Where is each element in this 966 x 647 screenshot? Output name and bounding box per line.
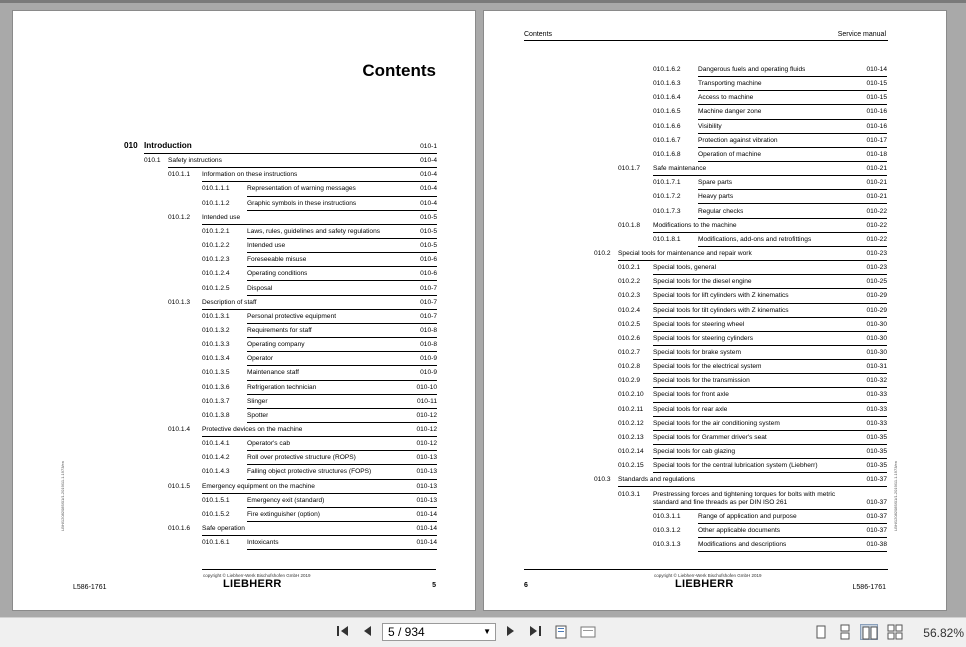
toc-entry-number: 010.2.3 [618, 292, 640, 300]
toc-entry[interactable] [202, 366, 437, 380]
two-page-view-button[interactable] [860, 624, 878, 640]
toc-entry-number: 010.1.6.1 [202, 539, 230, 547]
toc-entry-title: Disposal [247, 284, 273, 292]
toc-entry[interactable] [618, 318, 887, 332]
toc-entry-page: 010-37 [866, 476, 887, 484]
toc-entry-number: 010.2 [594, 249, 611, 257]
toc-entry-page: 010-35 [866, 448, 887, 456]
toc-entry-title: Visibility [698, 122, 722, 130]
toc-entry-page: 010-18 [866, 150, 887, 158]
toc-entry-title: Safe operation [202, 525, 245, 533]
toc-entry-page: 010-37 [866, 512, 887, 520]
toc-entry[interactable] [618, 488, 887, 510]
toc-entry-number: 010.1.3 [168, 298, 190, 306]
toc-entry-title: Operator's cab [247, 440, 291, 448]
toc-entry-number: 010.1.2.2 [202, 242, 230, 250]
toc-entry[interactable] [202, 182, 437, 196]
toc-entry[interactable] [168, 423, 437, 437]
toc-entry[interactable] [202, 225, 437, 239]
toc-entry-title: Special tools for the transmission [653, 377, 750, 385]
toc-entry-title: Emergency equipment on the machine [202, 482, 315, 490]
toc-entry-number: 010.2.9 [618, 377, 640, 385]
toc-entry-number: 010.1.3.5 [202, 369, 230, 377]
toc-entry-number: 010.1.2.3 [202, 256, 230, 264]
toc-entry-page: 010-35 [866, 433, 887, 441]
toc-entry-title: Roll over protective structure (ROPS) [247, 454, 356, 462]
toc-entry-title: Special tools for cab glazing [653, 448, 736, 456]
toc-entry-page: 010-23 [866, 249, 887, 257]
toc-entry[interactable] [653, 91, 887, 105]
toc-entry-page: 010-4 [420, 185, 437, 193]
header-left-text: Contents [524, 31, 553, 38]
toc-entry-title: Requirements for staff [247, 326, 312, 334]
toc-entry-page: 010-22 [866, 235, 887, 243]
two-page-continuous-view-icon [886, 624, 904, 640]
toc-entry-title: Refrigeration technician [247, 383, 317, 391]
toc-entry[interactable] [618, 417, 887, 431]
toc-entry-number: 010.2.4 [618, 306, 640, 314]
toc-entry-number: 010.1.7.2 [653, 193, 681, 201]
toc-entry[interactable] [124, 140, 437, 154]
toc-entry-page: 010-30 [866, 349, 887, 356]
last-page-icon [527, 624, 543, 638]
toc-entry-title: Special tools for the electrical system [653, 363, 762, 371]
toc-entry[interactable] [653, 148, 887, 162]
toc-entry-title: Special tools for steering cylinders [653, 334, 754, 342]
toc-entry-number: 010.1.3.8 [202, 411, 230, 419]
toc-entry-number: 010.1.4.3 [202, 468, 230, 476]
toc-entry-number: 010.2.6 [618, 334, 640, 342]
toc-entry-rule [698, 551, 887, 552]
toc-entry[interactable] [202, 437, 437, 451]
toc-entry-number: 010.1.1.2 [202, 199, 230, 207]
toc-entry-number: 010.2.15 [618, 462, 644, 470]
toc-entry-title: Description of staff [202, 298, 257, 306]
toc-entry-number: 010.2.12 [618, 419, 644, 427]
toc-entry[interactable] [202, 409, 437, 423]
toc-entry-number: 010.2.14 [618, 448, 644, 456]
toc-entry-page: 010-4 [420, 199, 437, 207]
single-page-view-button[interactable] [812, 624, 830, 640]
toc-entry-title: Special tools for rear axle [653, 405, 728, 413]
toc-entry-page: 010-9 [420, 355, 437, 363]
toc-entry-title: Graphic symbols in these instructions [247, 199, 357, 207]
toc-entry[interactable] [653, 77, 887, 91]
toc-entry-number: 010.1.2 [168, 213, 190, 221]
toc-entry-title: Modifications to the machine [653, 221, 737, 229]
toc-entry-title: Prestressing forces and tightening torques for bolts with metric standard and fine threads as per DIN ISO 261 [653, 490, 836, 506]
toc-entry-page: 010-25 [866, 278, 887, 286]
toc-entry-page: 010-5 [420, 242, 437, 250]
toc-entry-title: Operating company [247, 341, 305, 349]
toc-entry-title: Introduction [144, 141, 192, 150]
toc-entry-page: 010-38 [866, 540, 887, 548]
toc-entry[interactable] [653, 190, 887, 204]
toc-entry-number: 010.1.5.1 [202, 496, 230, 504]
window-top-edge [0, 0, 966, 3]
toc-entry-title: Falling object protective structures (FOPS) [247, 468, 372, 476]
toc-entry-number: 010.1.6.2 [653, 66, 681, 73]
toc-entry-title: Information on these instructions [202, 171, 298, 179]
toc-entry-title: Modifications and descriptions [698, 540, 787, 548]
toc-entry-title: Operator [247, 355, 274, 363]
toc-entry-title: Safe maintenance [653, 165, 707, 173]
header-rule [524, 40, 888, 41]
toc-entry-number: 010.1.4 [168, 426, 190, 433]
viewer-toolbar [0, 617, 966, 647]
toc-entry[interactable] [618, 388, 887, 402]
toc-entry-number: 010.2.11 [618, 405, 644, 413]
toc-entry-title: Standards and regulations [618, 476, 695, 484]
toc-entry-title: Special tools for lift cylinders with Z kinematics [653, 292, 789, 300]
toc-entry[interactable] [618, 289, 887, 303]
toc-entry-title: Special tools for front axle [653, 391, 729, 399]
toc-entry-title: Machine danger zone [698, 108, 762, 116]
previous-page-icon [359, 624, 375, 638]
toc-entry-number: 010.1.6.5 [653, 108, 681, 116]
toc-entry-title: Emergency exit (standard) [247, 496, 325, 504]
next-page-button[interactable] [502, 624, 520, 640]
toc-entry-page: 010-9 [420, 369, 437, 377]
header-right-text: Service manual [837, 31, 886, 38]
toc-entry-number: 010.1.6.7 [653, 136, 681, 144]
toc-entry-title: Fire extinguisher (option) [247, 510, 320, 518]
toc-entry[interactable] [202, 253, 437, 267]
toc-entry[interactable] [202, 324, 437, 338]
toc-entry[interactable] [618, 332, 887, 346]
toc-entry-page: 010-12 [416, 440, 437, 448]
fit-width-button[interactable] [579, 624, 597, 640]
single-page-view-icon [812, 624, 830, 640]
toc-entry[interactable] [653, 510, 887, 524]
toc-entry-title: Protective devices on the machine [202, 426, 303, 433]
toc-entry-page: 010-31 [866, 363, 887, 371]
toc-entry-page: 010-21 [866, 179, 887, 187]
toc-entry[interactable] [618, 261, 887, 275]
toc-entry-title: Dangerous fuels and operating fluids [698, 66, 806, 73]
toc-entry-number: 010.1.6.4 [653, 94, 681, 102]
toc-entry-title: Operation of machine [698, 150, 762, 158]
toc-entry-number: 010.1.8.1 [653, 235, 681, 243]
toc-entry-page: 010-17 [866, 136, 887, 144]
liebherr-logo: LIEBHERR [223, 578, 282, 590]
toc-entry-number: 010.1.6.8 [653, 150, 681, 158]
toc-entry-number: 010.3.1.3 [653, 540, 681, 548]
toc-entry-title: Heavy parts [698, 193, 734, 201]
toc-entry[interactable] [202, 352, 437, 366]
toc-entry-page: 010-23 [866, 264, 887, 272]
toc-entry[interactable] [618, 346, 887, 360]
toc-entry-number: 010.1.2.1 [202, 227, 230, 235]
toc-entry-number: 010.1.7.3 [653, 207, 681, 215]
toc-entry-page: 010-7 [420, 298, 437, 306]
toc-entry-page: 010-5 [420, 227, 437, 235]
toc-entry[interactable] [202, 338, 437, 352]
toc-entry-title: Regular checks [698, 207, 744, 215]
toc-entry[interactable] [653, 538, 887, 552]
toc-entry[interactable] [202, 536, 437, 550]
toc-entry-number: 010.1.3.3 [202, 341, 230, 349]
toc-entry-page: 010-12 [416, 411, 437, 419]
toc-entry-number: 010.1.5.2 [202, 510, 230, 518]
page-number-field[interactable] [382, 623, 496, 641]
continuous-view-button[interactable] [836, 624, 854, 640]
toc-entry-page: 010-13 [416, 482, 437, 490]
toc-entry-number: 010.1.8 [618, 221, 640, 229]
toc-entry[interactable] [202, 239, 437, 253]
toc-entry-page: 010-29 [866, 292, 887, 300]
toc-entry-title: Special tools, general [653, 264, 717, 272]
toc-entry-number: 010.1.3.7 [202, 397, 230, 405]
toc-entry-page: 010-14 [416, 525, 437, 533]
toc-entry-title: Maintenance staff [247, 369, 299, 377]
toc-entry[interactable] [202, 381, 437, 395]
toc-entry-page: 010-29 [866, 306, 887, 314]
continuous-view-icon [836, 624, 854, 640]
toc-entry[interactable] [653, 120, 887, 134]
toc-entry-number: 010.1.3.2 [202, 326, 230, 334]
toc-entry-page: 010-14 [866, 66, 887, 73]
toc-entry-title: Transporting machine [698, 80, 762, 88]
toc-entry-page: 010-7 [420, 312, 437, 320]
toc-entry-page: 010-8 [420, 326, 437, 334]
footer-rule [202, 569, 436, 570]
toc-entry-number: 010.1.6 [168, 525, 190, 533]
toc-entry[interactable] [653, 524, 887, 538]
toc-entry-title: Representation of warning messages [247, 185, 356, 193]
last-page-button[interactable] [526, 624, 544, 640]
toc-entry-page: 010-11 [416, 397, 437, 405]
toc-entry[interactable] [653, 233, 887, 247]
toc-entry[interactable] [202, 197, 437, 211]
first-page-button[interactable] [334, 624, 352, 640]
document-id-side-text: LBH/12082085/01/1-2019/11.1.1973/en [60, 461, 65, 531]
toc-entry-page: 010-15 [866, 80, 887, 88]
toc-entry-number: 010.3.1 [618, 490, 640, 498]
toc-entry-page: 010-30 [866, 334, 887, 342]
toc-entry-page: 010-12 [416, 426, 437, 433]
toc-entry[interactable] [202, 395, 437, 409]
previous-page-button[interactable] [358, 624, 376, 640]
toc-entry[interactable] [618, 304, 887, 318]
toc-entry[interactable] [653, 205, 887, 219]
toc-entry[interactable] [653, 63, 887, 77]
toc-entry-title: Access to machine [698, 94, 754, 102]
toc-entry-number: 010.1.2.4 [202, 270, 230, 278]
toc-entry-page: 010-15 [866, 94, 887, 102]
toc-entry-number: 010.1.6.6 [653, 122, 681, 130]
toc-entry-title: Special tools for maintenance and repair work [618, 249, 752, 257]
toc-entry[interactable] [202, 310, 437, 324]
toc-entry-page: 010-14 [416, 510, 437, 518]
toc-entry-page: 010-16 [866, 122, 887, 130]
toc-entry-title: Spotter [247, 411, 269, 419]
toc-entry-title: Range of application and purpose [698, 512, 797, 520]
toc-entry-page: 010-37 [866, 498, 887, 506]
copyright-text: copyright © Liebherr-Werk Bischofshofen GmbH 2019 [203, 573, 311, 578]
toc-entry-title: Special tools for Grammer driver's seat [653, 433, 767, 441]
toc-entry[interactable] [202, 451, 437, 465]
toc-entry-title: Operating conditions [247, 270, 308, 278]
footer-code: L586-1761 [852, 584, 886, 591]
toc-entry-page: 010-7 [420, 284, 437, 292]
right-document-page [483, 10, 947, 611]
fit-page-icon [553, 624, 571, 640]
next-page-icon [503, 624, 519, 638]
toc-entry[interactable] [202, 465, 437, 479]
toc-entry-number: 010.2.8 [618, 363, 640, 371]
toc-entry-number: 010.1.1 [168, 171, 190, 179]
toc-entry-number: 010.2.7 [618, 349, 640, 356]
page-number: 5 [432, 582, 436, 589]
left-document-page [12, 10, 476, 611]
toc-entry[interactable] [594, 247, 887, 261]
toc-entry-page: 010-4 [420, 157, 437, 165]
toc-entry-title: Intended use [247, 242, 286, 250]
toc-entry-number: 010.3.1.2 [653, 526, 681, 534]
toc-entry[interactable] [618, 431, 887, 445]
toc-entry-title: Other applicable documents [698, 526, 781, 534]
toc-entry-page: 010-22 [866, 221, 887, 229]
toc-entry[interactable] [618, 162, 887, 176]
toc-entry-title: Protection against vibration [698, 136, 778, 144]
toc-entry[interactable] [653, 176, 887, 190]
toc-entry-page: 010-16 [866, 108, 887, 116]
toc-entry-page: 010-10 [416, 383, 437, 391]
toc-entry[interactable] [653, 105, 887, 119]
toc-entry-number: 010.2.5 [618, 320, 640, 328]
toc-entry[interactable] [653, 134, 887, 148]
toc-entry-title: Personal protective equipment [247, 312, 337, 320]
toc-entry[interactable] [202, 267, 437, 281]
toc-entry-page: 010-33 [866, 405, 887, 413]
toc-entry-number: 010.1.6.3 [653, 80, 681, 88]
toc-entry-number: 010.1.3.4 [202, 355, 230, 363]
toc-entry-title: Slinger [247, 397, 268, 405]
toc-entry-title: Modifications, add-ons and retrofittings [698, 235, 812, 243]
toc-entry-rule [247, 549, 437, 550]
toc-entry-number: 010.1.7.1 [653, 179, 681, 187]
toc-entry-page: 010-33 [866, 419, 887, 427]
toc-entry-number: 010 [124, 141, 138, 150]
two-page-continuous-view-button[interactable] [886, 624, 904, 640]
chevron-down-icon[interactable]: ▼ [483, 627, 491, 636]
toc-entry[interactable] [202, 494, 437, 508]
toc-entry-number: 010.2.1 [618, 264, 640, 272]
toc-entry-title: Intoxicants [247, 539, 279, 547]
toc-entry[interactable] [168, 522, 437, 536]
toc-entry[interactable] [202, 508, 437, 522]
toc-entry-number: 010.1.5 [168, 482, 190, 490]
fit-width-icon [579, 624, 597, 640]
toc-entry-page: 010-33 [866, 391, 887, 399]
toc-entry-title: Special tools for tilt cylinders with Z kinematics [653, 306, 789, 314]
toc-entry-number: 010.3.1.1 [653, 512, 681, 520]
toc-entry-title: Spare parts [698, 179, 733, 187]
toc-entry-title: Special tools for the central lubrication system (Liebherr) [653, 462, 818, 470]
toc-entry[interactable] [618, 374, 887, 388]
toc-entry-page: 010-22 [866, 207, 887, 215]
copyright-text: copyright © Liebherr-Werk Bischofshofen GmbH 2019 [654, 573, 762, 578]
toc-entry[interactable] [618, 360, 887, 374]
toc-entry[interactable] [618, 219, 887, 233]
toc-entry-number: 010.2.13 [618, 433, 644, 441]
toc-entry-page: 010-21 [866, 165, 887, 173]
toc-entry[interactable] [618, 403, 887, 417]
page-title: Contents [362, 61, 436, 80]
fit-page-button[interactable] [553, 624, 571, 640]
toc-entry-number: 010.2.2 [618, 278, 640, 286]
toc-entry-page: 010-32 [866, 377, 887, 385]
toc-entry-number: 010.3 [594, 476, 611, 484]
first-page-icon [335, 624, 351, 638]
toc-entry-page: 010-5 [420, 213, 437, 221]
toc-entry-page: 010-8 [420, 341, 437, 349]
toc-entry-title: Special tools for the air conditioning system [653, 419, 780, 427]
toc-entry-page: 010-35 [866, 462, 887, 470]
toc-entry-page: 010-37 [866, 526, 887, 534]
footer-rule [524, 569, 888, 570]
toc-entry[interactable] [144, 154, 437, 168]
toc-entry-title: Safety instructions [168, 157, 222, 165]
document-id-side-text: LBH/12082085/01/1-2019/11.1.1973/en [893, 461, 898, 531]
toc-entry-title: Intended use [202, 213, 241, 221]
toc-entry-page: 010-4 [420, 171, 437, 179]
toc-entry-number: 010.1.2.5 [202, 284, 230, 292]
toc-entry[interactable] [202, 282, 437, 296]
toc-entry-number: 010.1.3.1 [202, 312, 230, 320]
toc-entry[interactable] [594, 473, 887, 487]
toc-entry-number: 010.1.4.1 [202, 440, 230, 448]
toc-entry-title: Laws, rules, guidelines and safety regulations [247, 227, 381, 235]
toc-entry-page: 010-13 [416, 454, 437, 462]
toc-entry-title: Foreseeable misuse [247, 256, 307, 264]
toc-entry-page: 010-14 [416, 539, 437, 547]
toc-entry[interactable] [168, 296, 437, 310]
toc-entry[interactable] [618, 445, 887, 459]
toc-entry-page: 010-1 [420, 143, 437, 150]
toc-entry-page: 010-30 [866, 320, 887, 328]
page-number-value: 5 / 934 [388, 625, 425, 639]
toc-entry-number: 010.1.3.6 [202, 383, 230, 391]
toc-entry-page: 010-6 [420, 270, 437, 278]
toc-entry-number: 010.1 [144, 157, 161, 165]
toc-entry[interactable] [168, 480, 437, 494]
toc-entry-page: 010-21 [866, 193, 887, 201]
zoom-level[interactable]: 56.82% [923, 626, 964, 640]
toc-entry-number: 010.1.4.2 [202, 454, 230, 462]
page-number: 6 [524, 582, 528, 589]
toc-entry-title: Special tools for the diesel engine [653, 278, 752, 286]
toc-entry[interactable] [168, 211, 437, 225]
toc-entry[interactable] [618, 459, 887, 473]
toc-entry-number: 010.2.10 [618, 391, 644, 399]
toc-entry-page: 010-13 [416, 496, 437, 504]
toc-entry-page: 010-6 [420, 256, 437, 264]
toc-entry-number: 010.1.1.1 [202, 185, 230, 193]
toc-entry-title: Special tools for brake system [653, 349, 741, 356]
toc-entry-number: 010.1.7 [618, 165, 640, 173]
toc-entry-title: Special tools for steering wheel [653, 320, 745, 328]
liebherr-logo: LIEBHERR [675, 578, 734, 590]
footer-code: L586-1761 [73, 584, 107, 591]
toc-entry[interactable] [618, 275, 887, 289]
toc-entry[interactable] [168, 168, 437, 182]
two-page-view-icon [861, 625, 879, 641]
toc-entry-page: 010-13 [416, 468, 437, 476]
